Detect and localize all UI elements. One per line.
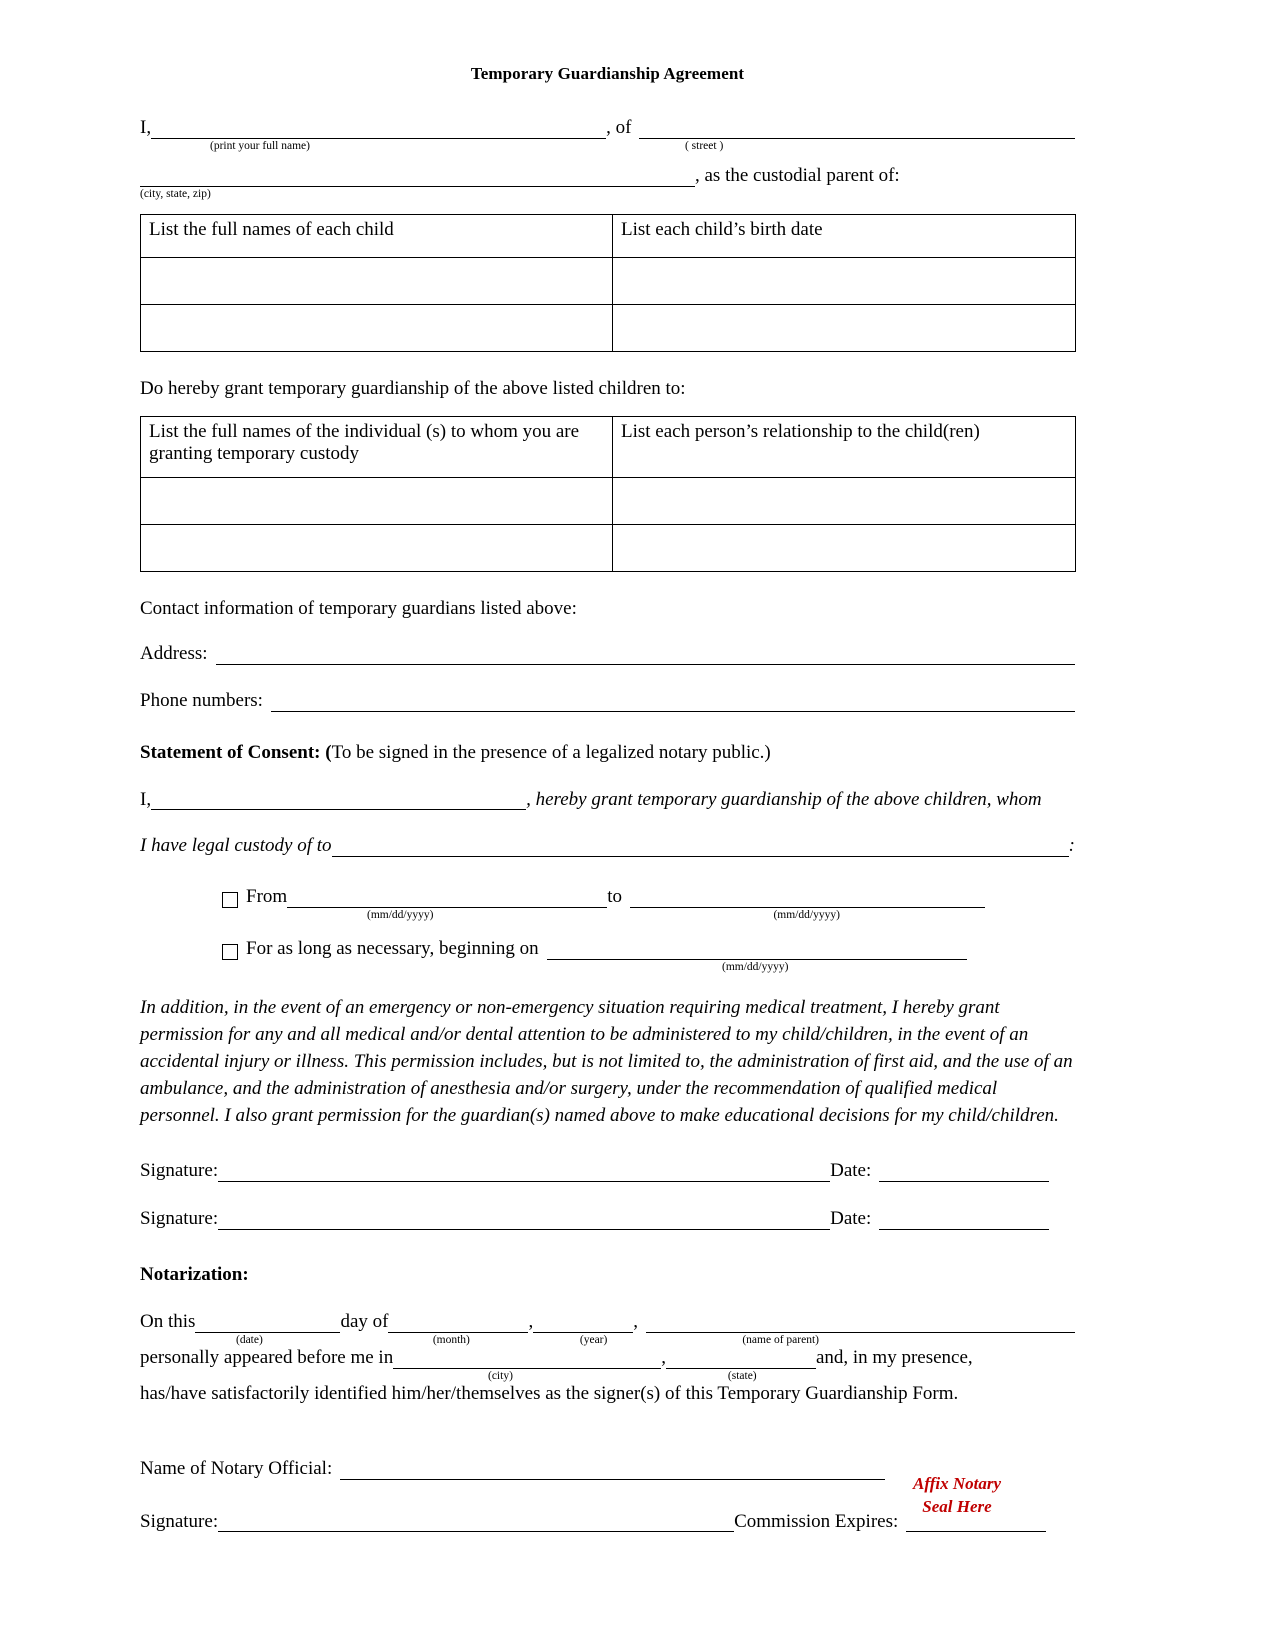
hint-city: (city) — [488, 1369, 513, 1382]
table-row — [141, 477, 1076, 524]
custodial-parent-label: , as the custodial parent of: — [695, 164, 900, 186]
consent-heading-bold: Statement of Consent: ( — [140, 741, 332, 763]
notary-parent-name-field[interactable] — [646, 1313, 1075, 1333]
guardian-relationship-cell[interactable] — [613, 477, 1076, 524]
appeared-label: personally appeared before me in — [140, 1346, 394, 1368]
consent-clause-2-end: : — [1068, 835, 1075, 857]
notary-name-label: Name of Notary Official: — [140, 1457, 333, 1479]
table-row — [141, 304, 1076, 351]
signature-label: Signature: — [140, 1159, 219, 1181]
appeared-end-label: and, in my presence, — [815, 1346, 973, 1368]
to-label: to — [607, 886, 622, 908]
identified-text: has/have satisfactorily identified him/her/themselves as the signer(s) of this Temporary Guardianship Form. — [140, 1382, 959, 1404]
checkbox-as-long-as-necessary[interactable] — [222, 944, 238, 960]
address-field[interactable] — [216, 645, 1075, 665]
hint-year: (year) — [579, 1333, 608, 1346]
notary-name-field[interactable] — [340, 1460, 885, 1480]
commission-expires-label: Commission Expires: — [734, 1510, 899, 1532]
signature-date-field[interactable] — [879, 1210, 1049, 1230]
address-label: Address: — [140, 642, 208, 664]
notary-signature-label: Signature: — [140, 1510, 219, 1532]
notary-year-field[interactable] — [533, 1313, 633, 1333]
as-long-label: For as long as necessary, beginning on — [246, 938, 539, 960]
hint-month: (month) — [432, 1333, 470, 1346]
child-birthdate-cell[interactable] — [613, 257, 1076, 304]
children-table — [140, 214, 1076, 352]
signature-label: Signature: — [140, 1207, 219, 1229]
child-birthdate-cell[interactable] — [613, 304, 1076, 351]
from-to-hints — [222, 909, 1075, 921]
intro-hints-1 — [140, 140, 1075, 152]
page-title: Temporary Guardianship Agreement — [470, 64, 745, 83]
intro-line-1 — [140, 118, 1075, 139]
hint-name-of-parent: (name of parent) — [742, 1333, 819, 1346]
signature-row-1 — [140, 1160, 1075, 1182]
notary-identified-line — [140, 1384, 1075, 1405]
notary-state-field[interactable] — [666, 1349, 816, 1369]
hint-state: (state) — [727, 1369, 757, 1382]
date-label: Date: — [830, 1207, 872, 1229]
children-birthdate-header: List each child’s birth date — [613, 214, 1076, 257]
hint-street: ( street ) — [684, 139, 724, 152]
grant-statement: Do hereby grant temporary guardianship of the above listed children to: — [140, 377, 686, 399]
checkbox-from[interactable] — [222, 892, 238, 908]
hint-date: (date) — [236, 1333, 263, 1346]
signature-date-field[interactable] — [879, 1162, 1049, 1182]
notary-day-field[interactable] — [195, 1313, 340, 1333]
hint-beginning-date: (mm/dd/yyyy) — [722, 961, 789, 974]
consent-name-field[interactable] — [151, 790, 526, 810]
hint-to-date: (mm/dd/yyyy) — [773, 909, 840, 922]
hint-from-date: (mm/dd/yyyy) — [367, 909, 434, 922]
day-of-label: day of — [340, 1310, 389, 1332]
table-row — [141, 524, 1076, 571]
contact-heading: Contact information of temporary guardians listed above: — [140, 597, 577, 619]
option-from-row — [222, 887, 1075, 908]
hint-city-state-zip: (city, state, zip) — [140, 187, 211, 200]
full-name-field[interactable] — [151, 119, 606, 139]
guardian-name-cell[interactable] — [141, 524, 613, 571]
table-header-row — [141, 214, 1076, 257]
intro-line-2 — [140, 166, 1075, 187]
address-line — [140, 644, 1075, 665]
on-this-label: On this — [140, 1310, 196, 1332]
consent-clause-1: , hereby grant temporary guardianship of the above children, whom — [526, 788, 1042, 810]
guardian-relationship-cell[interactable] — [613, 524, 1076, 571]
signature-field[interactable] — [218, 1162, 830, 1182]
phone-line — [140, 691, 1075, 712]
consent-custody-field[interactable] — [332, 837, 1069, 857]
table-row — [141, 257, 1076, 304]
phone-label: Phone numbers: — [140, 689, 263, 711]
phone-field[interactable] — [271, 692, 1075, 712]
consent-line-1 — [140, 790, 1075, 811]
from-date-field[interactable] — [287, 888, 607, 908]
intro-hints-2 — [140, 188, 1075, 200]
hint-print-full-name: (print your full name) — [210, 139, 310, 152]
appeared-comma: , — [661, 1346, 666, 1368]
notary-line-2 — [140, 1348, 1075, 1369]
notary-hints-2 — [140, 1370, 1075, 1382]
notary-signature-field[interactable] — [218, 1512, 734, 1532]
city-state-zip-field[interactable] — [140, 167, 695, 187]
consent-line-2 — [140, 836, 1075, 857]
from-label: From — [246, 886, 288, 908]
guardian-relationship-header: List each person’s relationship to the child(ren) — [613, 416, 1076, 477]
child-name-cell[interactable] — [141, 257, 613, 304]
notary-hints-1 — [140, 1334, 1075, 1346]
affix-notary-seal — [857, 1473, 1057, 1519]
option-aslong-row — [222, 939, 1075, 960]
signature-row-2 — [140, 1208, 1075, 1230]
date-label: Date: — [830, 1159, 872, 1181]
medical-permission-paragraph: In addition, in the event of an emergency or non-emergency situation requiring medical treatment, I hereby grant permission for any and all medical and/or dental attention to be administered to my child/children, in the event of an accidental injury or illness. This permission includes, but is not limited to, the administration of first aid, and the use of an ambulance, and the administration of anesthesia and/or surgery, under the recommendation of qualified medical personnel. I also grant permission for the guardian(s) named above to make educational decisions for my child/children. — [140, 997, 1073, 1126]
notary-comma-2: , — [633, 1310, 638, 1332]
street-field[interactable] — [639, 119, 1075, 139]
affix-seal-line-2: Seal Here — [922, 1496, 992, 1516]
beginning-date-field[interactable] — [547, 940, 967, 960]
notary-city-field[interactable] — [393, 1349, 661, 1369]
i-label: I, — [140, 117, 152, 138]
signature-field[interactable] — [218, 1210, 830, 1230]
affix-seal-line-1: Affix Notary — [913, 1473, 1001, 1493]
consent-heading-rest: To be signed in the presence of a legalized notary public.) — [331, 741, 771, 763]
consent-clause-2: I have legal custody of to — [140, 835, 332, 857]
notarization-heading: Notarization: — [140, 1263, 249, 1285]
guardians-table — [140, 416, 1076, 572]
table-header-row — [141, 416, 1076, 477]
aslong-hint — [222, 961, 1075, 973]
children-name-header: List the full names of each child — [141, 214, 613, 257]
child-name-cell[interactable] — [141, 304, 613, 351]
document-body — [140, 64, 1075, 1532]
notary-comma-1: , — [528, 1310, 534, 1332]
of-label: , of — [606, 117, 632, 138]
notary-line-1 — [140, 1312, 1075, 1333]
guardian-name-cell[interactable] — [141, 477, 613, 524]
guardian-name-header: List the full names of the individual (s) to whom you are granting temporary custody — [141, 416, 613, 477]
notary-month-field[interactable] — [388, 1313, 528, 1333]
consent-heading — [140, 742, 1075, 764]
consent-i-label: I, — [140, 788, 152, 810]
to-date-field[interactable] — [630, 888, 985, 908]
